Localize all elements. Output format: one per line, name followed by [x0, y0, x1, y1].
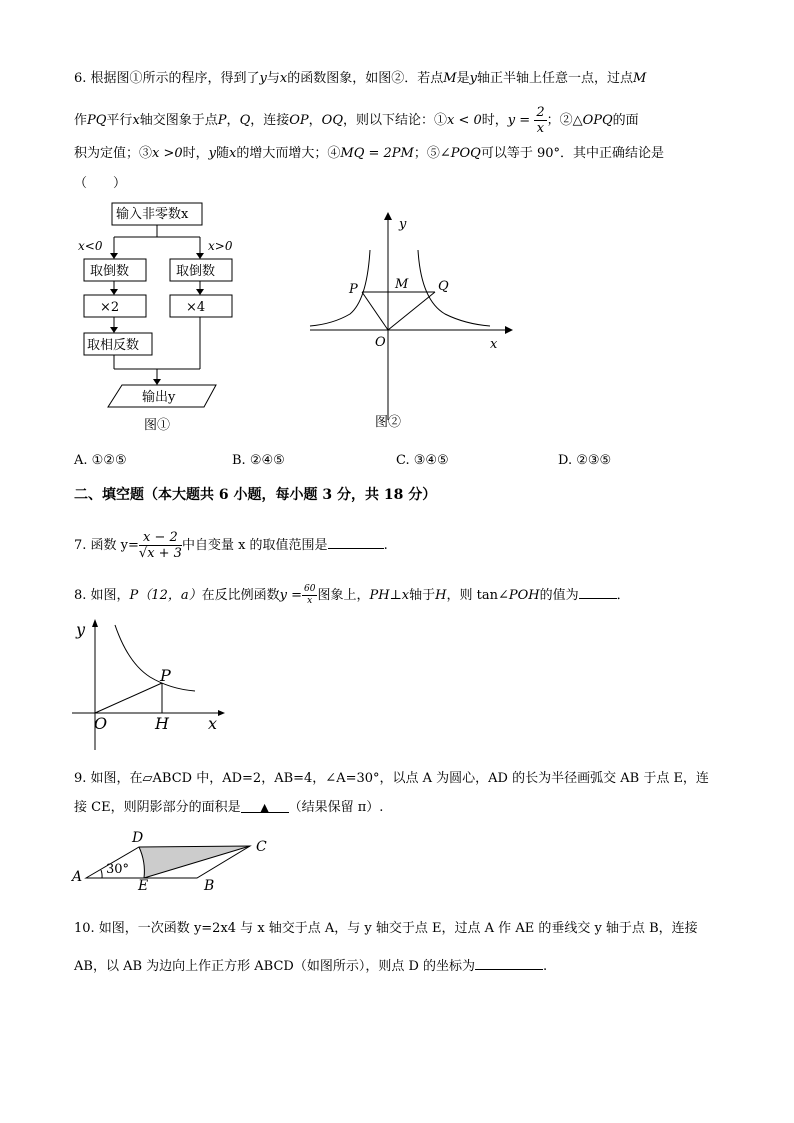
flow-left-condition: x<0	[78, 239, 103, 253]
graph2-figure	[305, 210, 520, 435]
q9-answer-blank[interactable]: ▲	[241, 800, 289, 813]
graph8-figure	[70, 615, 230, 755]
graph2-Q-label: Q	[438, 279, 449, 294]
q9-line1: 9. 如图，在▱ABCD 中，AD=2，AB=4，∠A=30°，以点 A 为圆心，AD 的长为半径画弧交 AB 于点 E，连	[74, 771, 709, 786]
flow-output-label: 输出y	[142, 390, 176, 405]
section-heading: 二、填空题（本大题共 6 小题，每小题 3 分，共 18 分）	[74, 487, 437, 503]
graph2-origin-label: O	[375, 335, 386, 350]
q7-fraction: $\frac{x - 2}{√x + 3}$	[138, 530, 182, 561]
fig9-parallelogram	[70, 825, 285, 893]
flow-input-label: 输入非零数x	[116, 207, 189, 222]
flow-left-step2: ×2	[100, 300, 120, 315]
q9-line2: 接 CE，则阴影部分的面积是 ▲ （结果保留 π）.	[74, 800, 384, 815]
graph8-P-label: P	[160, 666, 171, 685]
q6-line4: （ ）	[74, 176, 127, 191]
graph8-origin-label: O	[94, 714, 108, 733]
q8-fraction: $\frac{60}{x}$	[303, 584, 316, 606]
fig9-C-label: C	[256, 839, 267, 855]
graph2-caption: 图②	[375, 415, 402, 430]
flow-left-step3: 取相反数	[87, 338, 140, 353]
q6-option-a[interactable]: A. ①②⑤	[74, 453, 127, 468]
q6-option-b[interactable]: B. ②④⑤	[232, 453, 285, 468]
q6-option-d[interactable]: D. ②③⑤	[558, 453, 612, 468]
q8-answer-blank[interactable]	[579, 586, 617, 599]
q10-line1: 10. 如图，一次函数 y=2x4 与 x 轴交于点 A，与 y 轴交于点 E，过点 A 作 AE 的垂线交 y 轴于点 B，连接	[74, 921, 698, 936]
graph8-x-label: x	[208, 714, 218, 733]
graph2-P-label: P	[349, 282, 358, 297]
graph2-x-label: x	[490, 337, 498, 352]
graph2-y-label: y	[399, 217, 407, 232]
q7-text: 7. 函数 y= $\frac{x - 2}{√x + 3}$ 中自变量 x 的取值范围是 .	[74, 530, 388, 561]
fig9-D-label: D	[132, 830, 144, 846]
q10-answer-blank[interactable]	[475, 957, 543, 970]
fig9-A-label: A	[72, 869, 83, 885]
q6-fraction: $\frac{2}{x}$	[536, 105, 545, 136]
flow-right-step2: ×4	[186, 300, 206, 315]
q10-line2: AB，以 AB 为边向上作正方形 ABCD（如图所示），则点 D 的坐标为 .	[74, 959, 548, 974]
flow-left-step1: 取倒数	[90, 264, 130, 279]
flowchart-figure	[70, 195, 250, 435]
q6-line2: 作PQ平行x轴交图象于点P，Q，连接OP，OQ，则以下结论：①x < 0时，y = $\frac{2}{x}$ ；②△OPQ的面	[74, 105, 639, 136]
q6-line3: 积为定值；③x >0时，y随x的增大而增大；④MQ = 2PM；⑤∠POQ可以等于 90°．其中正确结论是	[74, 146, 665, 161]
q8-text: 8. 如图，P（12，a）在反比例函数y = $\frac{60}{x}$ 图象上，PH⊥x轴于H，则 tan∠POH的值为 ．	[74, 584, 630, 606]
flow-right-step1: 取倒数	[176, 264, 216, 279]
graph8-H-label: H	[155, 714, 169, 733]
q6-option-c[interactable]: C. ③④⑤	[396, 453, 449, 468]
flow-caption: 图①	[144, 418, 171, 433]
q6-line1: 6. 根据图①所示的程序，得到了y与x的函数图象，如图②．若点M是y轴正半轴上任意一点，过点M	[74, 71, 647, 86]
flow-right-condition: x>0	[208, 239, 233, 253]
fig9-B-label: B	[204, 878, 215, 893]
fig9-E-label: E	[138, 878, 149, 893]
graph8-y-label: y	[76, 620, 86, 639]
q7-answer-blank[interactable]	[328, 536, 384, 549]
graph2-M-label: M	[395, 277, 409, 292]
fig9-angle-label: 30°	[106, 862, 130, 877]
